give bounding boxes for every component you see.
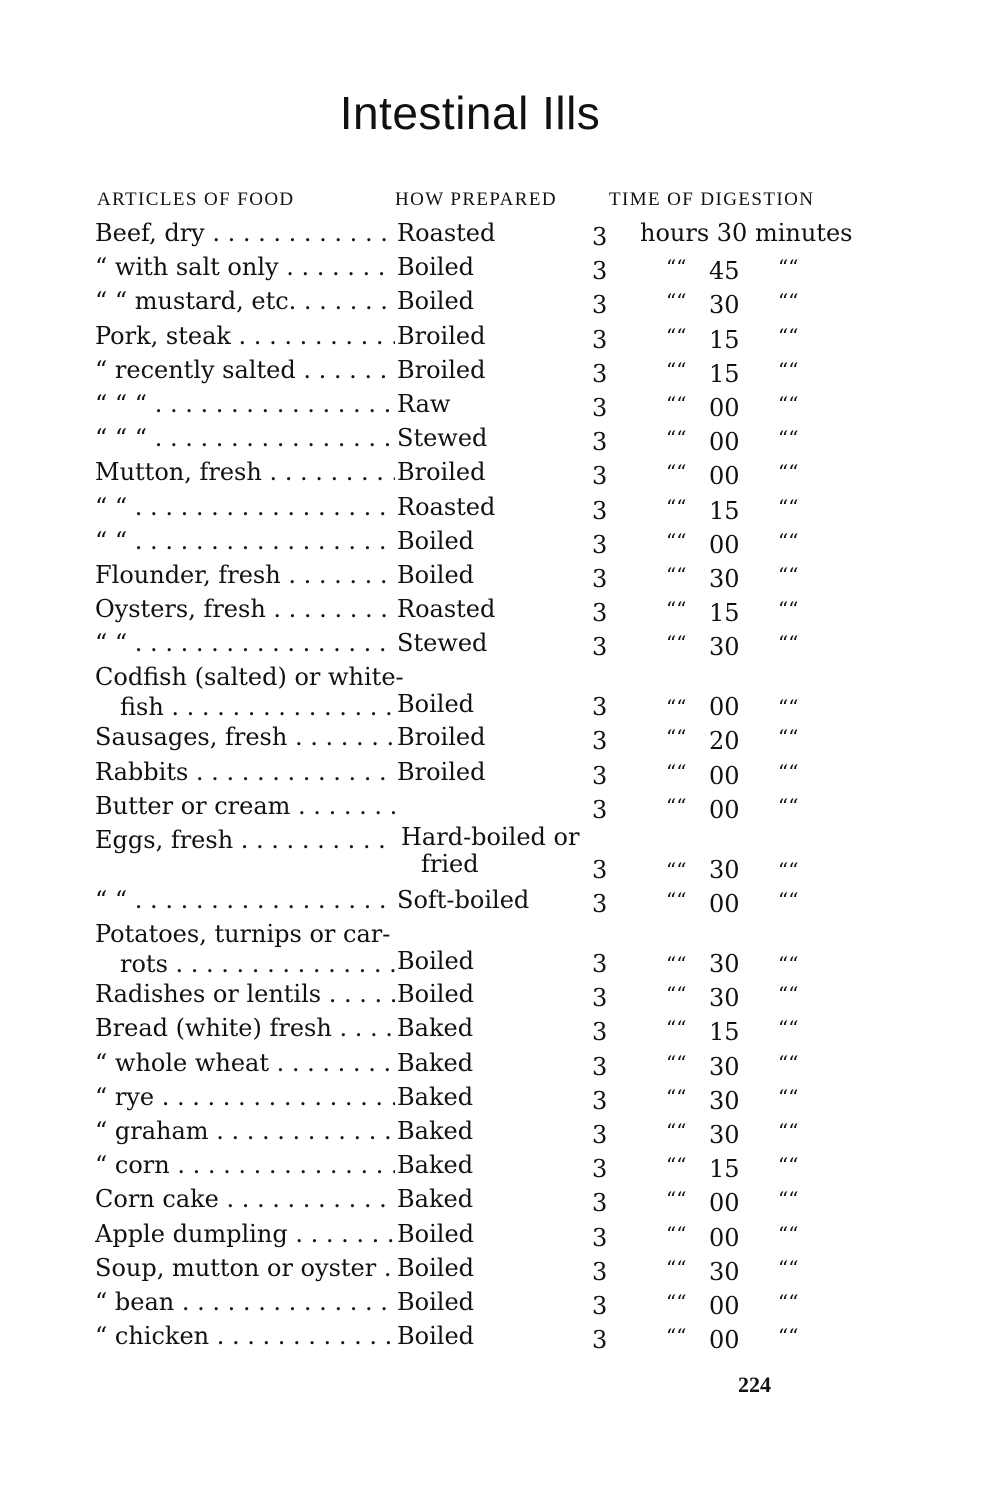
table-row [0, 319, 1000, 353]
hours-value: 3 [592, 727, 608, 756]
hours-value: 3 [592, 1189, 608, 1218]
ditto-mark: ““ [778, 1255, 799, 1280]
food-name: Soup, mutton or oyster . . . [95, 1251, 395, 1285]
food-name: “ “ . . . [95, 883, 395, 917]
ditto-mark: ““ [778, 858, 799, 882]
food-name: Flounder, fresh . . . [95, 558, 395, 592]
table-row [0, 823, 1000, 883]
minutes-value: 45 [709, 257, 740, 286]
table-row [0, 626, 1000, 660]
table-row [0, 883, 1000, 917]
preparation: Roasted [397, 595, 496, 624]
food-name: “ chicken . . . [95, 1319, 395, 1353]
ditto-mark: ““ [778, 725, 799, 750]
ditto-mark: ““ [666, 725, 687, 750]
food-name: “ “ “ . . . [95, 421, 395, 455]
minutes-value: 30 [709, 633, 740, 662]
ditto-mark: ““ [666, 631, 687, 656]
table-row [0, 1148, 1000, 1182]
digestion-table [0, 216, 1000, 1353]
hours-value: 3 [592, 1291, 608, 1320]
minutes-value: 00 [709, 1291, 740, 1320]
ditto-mark: ““ [778, 1153, 799, 1178]
hours-value: 3 [592, 359, 608, 388]
food-name: Bread (white) fresh . . . [95, 1011, 395, 1045]
ditto-mark: ““ [778, 1050, 799, 1075]
hours-value: 3 [592, 761, 608, 790]
food-name: Apple dumpling . . . [95, 1217, 395, 1251]
ditto-mark: ““ [778, 1324, 799, 1349]
ditto-mark: ““ [778, 426, 799, 451]
ditto-mark: ““ [778, 1016, 799, 1041]
food-name-continued: fish . . . [120, 690, 395, 724]
food-name: “ whole wheat . . . [95, 1046, 395, 1080]
food-name: Pork, steak . . . [95, 319, 395, 353]
preparation: Raw [397, 389, 451, 418]
header-prepared: HOW PREPARED [395, 189, 557, 210]
table-row [0, 490, 1000, 524]
minutes-value: 00 [709, 693, 740, 722]
ditto-mark: ““ [778, 793, 799, 818]
ditto-mark: ““ [666, 562, 687, 587]
minutes-value: 00 [709, 1189, 740, 1218]
food-name: Rabbits . . . [95, 755, 395, 789]
preparation: Boiled [397, 1219, 475, 1248]
hours-value: 3 [592, 856, 608, 884]
minutes-value: 15 [709, 599, 740, 628]
food-name: “ corn . . . [95, 1148, 395, 1182]
preparation: Broiled [397, 757, 486, 786]
preparation: Soft-boiled [397, 886, 530, 914]
table-row [0, 720, 1000, 754]
ditto-mark: ““ [666, 1187, 687, 1212]
preparation: Broiled [397, 458, 486, 487]
table-row [0, 1319, 1000, 1353]
table-row [0, 1046, 1000, 1080]
page-number: 224 [738, 1372, 771, 1397]
ditto-mark: ““ [666, 1153, 687, 1178]
food-name: “ “ . . . [95, 490, 395, 524]
hours-value: 3 [592, 984, 608, 1013]
food-name: “ with salt only . . . [95, 250, 395, 284]
minutes-value: 30 [709, 950, 740, 979]
ditto-mark: ““ [666, 357, 687, 382]
hours-value: 3 [592, 1052, 608, 1081]
table-row [0, 1080, 1000, 1114]
food-name: Beef, dry . . . [95, 216, 395, 250]
food-name: “ graham . . . [95, 1114, 395, 1148]
hours-value: 3 [592, 633, 608, 662]
ditto-mark: ““ [778, 1221, 799, 1246]
table-row [0, 524, 1000, 558]
hours-value: 3 [592, 693, 608, 722]
minutes-value: 00 [709, 761, 740, 790]
preparation: Baked [397, 1014, 474, 1043]
preparation: Stewed [397, 424, 488, 453]
header-food: ARTICLES OF FOOD [97, 189, 295, 210]
ditto-mark: ““ [666, 982, 687, 1007]
minutes-value: 30 [709, 1257, 740, 1286]
table-row [0, 1285, 1000, 1319]
ditto-mark: ““ [666, 1118, 687, 1143]
preparation: Roasted [397, 219, 496, 247]
hours-value: 3 [592, 496, 608, 525]
food-name: Oysters, fresh . . . [95, 592, 395, 626]
minutes-value: 15 [709, 325, 740, 354]
ditto-mark: ““ [778, 1289, 799, 1314]
preparation-line: fried [421, 850, 479, 878]
hours-value: 3 [592, 1086, 608, 1115]
preparation: Baked [397, 1048, 474, 1077]
preparation: Broiled [397, 321, 486, 350]
ditto-mark: ““ [666, 1324, 687, 1349]
minutes-value: 00 [709, 530, 740, 559]
preparation: Roasted [397, 492, 496, 521]
ditto-mark: ““ [666, 695, 687, 720]
minutes-value: 15 [709, 359, 740, 388]
hours-value: 3 [592, 291, 608, 320]
table-row [0, 558, 1000, 592]
ditto-mark: ““ [778, 460, 799, 485]
preparation: Baked [397, 1185, 474, 1214]
preparation [401, 823, 601, 877]
ditto-mark: ““ [666, 323, 687, 348]
food-name: “ “ . . . [95, 524, 395, 558]
food-name: “ rye . . . [95, 1080, 395, 1114]
ditto-mark: ““ [666, 759, 687, 784]
minutes-value: 30 [709, 1052, 740, 1081]
minutes-value: 30 [709, 984, 740, 1013]
food-name-continued: rots . . . [120, 947, 395, 981]
food-name: Codfish (salted) or white- [95, 663, 404, 692]
table-row [0, 387, 1000, 421]
table-row [0, 755, 1000, 789]
table-row [0, 917, 1000, 977]
hours-value: 3 [592, 1120, 608, 1149]
preparation: Baked [397, 1151, 474, 1180]
table-row [0, 250, 1000, 284]
food-name: Corn cake . . . [95, 1182, 395, 1216]
preparation: Baked [397, 1116, 474, 1145]
hours-value: 3 [592, 599, 608, 628]
preparation: Boiled [397, 1322, 475, 1351]
ditto-mark: ““ [778, 631, 799, 656]
preparation-line: Hard-boiled or [401, 823, 580, 851]
hours-value: 3 [592, 564, 608, 593]
ditto-mark: ““ [778, 562, 799, 587]
table-row [0, 789, 1000, 823]
table-row [0, 1182, 1000, 1216]
preparation: Baked [397, 1082, 474, 1111]
minutes-value: 30 [709, 291, 740, 320]
minutes-value: 15 [709, 496, 740, 525]
ditto-mark: ““ [778, 323, 799, 348]
preparation: Broiled [397, 355, 486, 384]
ditto-mark: ““ [666, 793, 687, 818]
ditto-mark: ““ [666, 460, 687, 485]
ditto-mark: ““ [666, 1289, 687, 1314]
table-row [0, 455, 1000, 489]
preparation: Boiled [397, 947, 475, 976]
food-name: Radishes or lentils . . . [95, 977, 395, 1011]
preparation: Boiled [397, 980, 475, 1009]
header-time: TIME OF DIGESTION [609, 189, 815, 210]
minutes-value: 30 [709, 1086, 740, 1115]
table-row [0, 1217, 1000, 1251]
preparation: Boiled [397, 560, 475, 589]
ditto-mark: ““ [666, 1016, 687, 1041]
ditto-mark: ““ [666, 494, 687, 519]
ditto-mark: ““ [778, 695, 799, 720]
ditto-mark: ““ [778, 255, 799, 280]
preparation: Boiled [397, 1253, 475, 1282]
hours-value: 3 [592, 462, 608, 491]
ditto-mark: ““ [778, 494, 799, 519]
hours-value: 3 [592, 393, 608, 422]
time-units: hours 30 minutes [640, 219, 853, 247]
preparation: Stewed [397, 629, 488, 658]
hours-value: 3 [592, 1326, 608, 1355]
ditto-mark: ““ [666, 952, 687, 977]
preparation: Boiled [397, 1287, 475, 1316]
ditto-mark: ““ [666, 597, 687, 622]
ditto-mark: ““ [778, 391, 799, 416]
preparation: Boiled [397, 253, 475, 282]
food-name: “ “ mustard, etc. . . . [95, 284, 395, 318]
food-name: “ recently salted . . . [95, 353, 395, 387]
food-name: Sausages, fresh . . . [95, 720, 395, 754]
hours-value: 3 [592, 325, 608, 354]
hours-value: 3 [592, 1155, 608, 1184]
table-row [0, 216, 1000, 250]
preparation: Broiled [397, 723, 486, 752]
ditto-mark: ““ [666, 426, 687, 451]
table-row [0, 284, 1000, 318]
table-row [0, 1251, 1000, 1285]
minutes-value: 00 [709, 1326, 740, 1355]
ditto-mark: ““ [666, 255, 687, 280]
ditto-mark: ““ [666, 528, 687, 553]
hours-value: 3 [592, 950, 608, 979]
table-row [0, 1011, 1000, 1045]
hours-value: 3 [592, 530, 608, 559]
table-header [0, 189, 1000, 213]
page-title: Intestinal Ills [339, 87, 601, 139]
food-name: “ “ . . . [95, 626, 395, 660]
ditto-mark: ““ [666, 391, 687, 416]
ditto-mark: ““ [778, 289, 799, 314]
food-name: Potatoes, turnips or car- [95, 920, 391, 949]
minutes-value: 30 [709, 564, 740, 593]
table-row [0, 977, 1000, 1011]
hours-value: 3 [592, 257, 608, 286]
minutes-value: 30 [709, 1120, 740, 1149]
preparation: Boiled [397, 287, 475, 316]
ditto-mark: ““ [666, 858, 687, 882]
minutes-value: 20 [709, 727, 740, 756]
preparation: Boiled [397, 690, 475, 719]
food-name: “ bean . . . [95, 1285, 395, 1319]
hours-value: 3 [592, 428, 608, 457]
table-row [0, 592, 1000, 626]
ditto-mark: ““ [778, 1084, 799, 1109]
food-name: Eggs, fresh . . . [95, 823, 395, 857]
ditto-mark: ““ [666, 1050, 687, 1075]
minutes-value: 00 [709, 393, 740, 422]
preparation: Boiled [397, 526, 475, 555]
food-name: “ “ “ . . . [95, 387, 395, 421]
minutes-value: 30 [709, 856, 740, 884]
minutes-value: 15 [709, 1018, 740, 1047]
minutes-value: 00 [709, 890, 740, 918]
table-row [0, 1114, 1000, 1148]
hours-value: 3 [592, 223, 608, 251]
ditto-mark: ““ [778, 952, 799, 977]
minutes-value: 15 [709, 1155, 740, 1184]
ditto-mark: ““ [778, 759, 799, 784]
ditto-mark: ““ [666, 888, 687, 912]
ditto-mark: ““ [778, 982, 799, 1007]
ditto-mark: ““ [666, 1084, 687, 1109]
ditto-mark: ““ [778, 357, 799, 382]
table-row [0, 353, 1000, 387]
hours-value: 3 [592, 1018, 608, 1047]
ditto-mark: ““ [778, 528, 799, 553]
minutes-value: 00 [709, 462, 740, 491]
minutes-value: 00 [709, 428, 740, 457]
ditto-mark: ““ [666, 1255, 687, 1280]
hours-value: 3 [592, 1223, 608, 1252]
table-row [0, 421, 1000, 455]
ditto-mark: ““ [778, 597, 799, 622]
hours-value: 3 [592, 890, 608, 918]
food-name: Mutton, fresh . . . [95, 455, 395, 489]
ditto-mark: ““ [666, 1221, 687, 1246]
table-row [0, 660, 1000, 720]
ditto-mark: ““ [778, 1118, 799, 1143]
hours-value: 3 [592, 795, 608, 824]
hours-value: 3 [592, 1257, 608, 1286]
ditto-mark: ““ [778, 1187, 799, 1212]
minutes-value: 00 [709, 795, 740, 824]
food-name: Butter or cream . . . [95, 789, 400, 823]
ditto-mark: ““ [666, 289, 687, 314]
minutes-value: 00 [709, 1223, 740, 1252]
ditto-mark: ““ [778, 888, 799, 912]
